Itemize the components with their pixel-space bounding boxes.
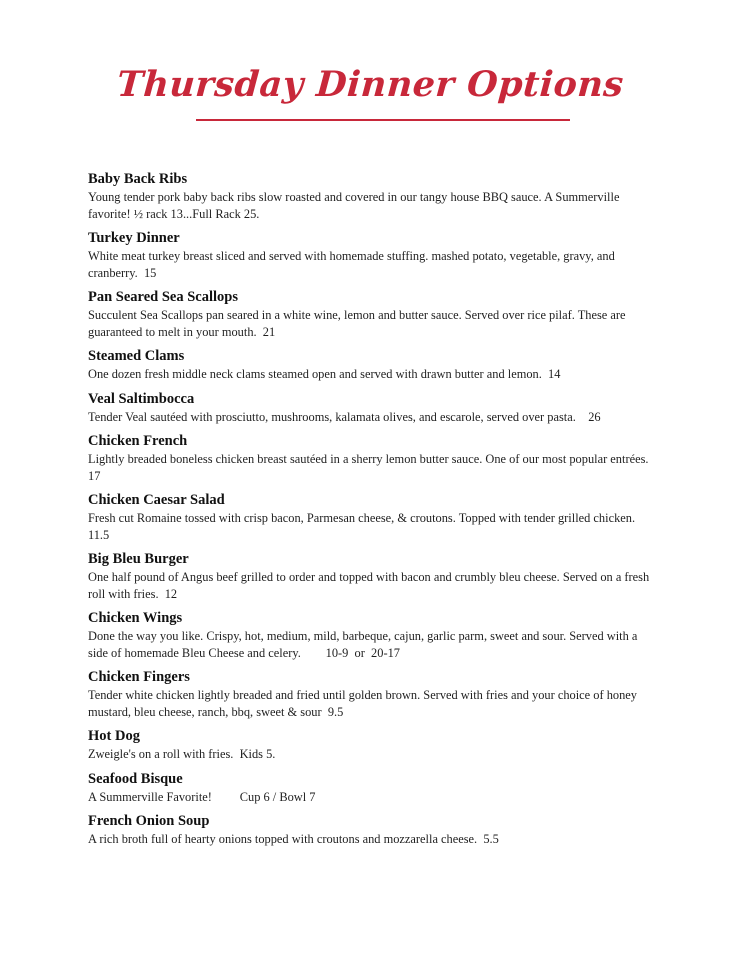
item-name: Big Bleu Burger [88, 551, 189, 567]
item-description: One dozen fresh middle neck clams steamed open and served with drawn butter and lemon. 14 [88, 367, 561, 381]
item-name: Hot Dog [88, 728, 140, 744]
item-name: Chicken Caesar Salad [88, 492, 225, 508]
item-description: Tender white chicken lightly breaded and fried until golden brown. Served with fries and your choice of honey mustard, bleu cheese, ranch, bbq, sweet & sour 9.5 [88, 688, 641, 719]
item-name: Chicken Wings [88, 610, 183, 626]
menu-item-chicken-french [88, 432, 654, 484]
item-name: Chicken French [88, 433, 188, 449]
menu-item-chicken-fingers [88, 668, 654, 720]
menu-item-baby-back-ribs [88, 170, 654, 222]
item-description: Young tender pork baby back ribs slow roasted and covered in our tangy house BBQ sauce. A Summerville favorite! ½ rack 13...Full Rack 25. [88, 190, 623, 221]
item-name: Baby Back Ribs [88, 171, 188, 187]
menu-item-seafood-bisque [88, 770, 654, 806]
menu-item-chicken-caesar-salad [88, 491, 654, 543]
item-description: Zweigle's on a roll with fries. Kids 5. [88, 747, 276, 761]
title-underline [196, 119, 570, 121]
item-description: A Summerville Favorite! Cup 6 / Bowl 7 [88, 789, 316, 804]
title-area [0, 62, 741, 108]
item-description: White meat turkey breast sliced and served with homemade stuffing. mashed potato, vegetable, gravy, and cranberry. 15 [88, 249, 618, 280]
item-name: Turkey Dinner [88, 230, 180, 246]
item-name: Chicken Fingers [88, 669, 190, 685]
menu-item-pan-seared-sea-scallops [88, 288, 654, 340]
menu-item-chicken-wings [88, 609, 654, 661]
item-name: French Onion Soup [88, 813, 210, 829]
item-description: A rich broth full of hearty onions topped with croutons and mozzarella cheese. 5.5 [88, 832, 499, 846]
menu-item-veal-saltimbocca [88, 390, 654, 426]
menu-item-steamed-clams [88, 347, 654, 383]
item-description: Lightly breaded boneless chicken breast sautéed in a sherry lemon butter sauce. One of our most popular entrées. 17 [88, 452, 655, 483]
item-description: Tender Veal sautéed with prosciutto, mushrooms, kalamata olives, and escarole, served over pasta. 26 [88, 409, 601, 424]
item-name: Pan Seared Sea Scallops [88, 289, 238, 305]
item-description: Fresh cut Romaine tossed with crisp bacon, Parmesan cheese, & croutons. Topped with tender grilled chicken. 11.5 [88, 511, 642, 542]
menu-item-french-onion-soup [88, 812, 654, 848]
menu-list [88, 170, 654, 855]
item-name: Seafood Bisque [88, 770, 183, 787]
menu-item-big-bleu-burger [88, 550, 654, 602]
item-description: Succulent Sea Scallops pan seared in a white wine, lemon and butter sauce. Served over rice pilaf. These are guaranteed to melt in your mouth. 21 [88, 308, 629, 339]
item-description: One half pound of Angus beef grilled to order and topped with bacon and crumbly bleu cheese. Served on a fresh roll with fries. 12 [88, 570, 653, 601]
menu-item-turkey-dinner [88, 229, 654, 281]
item-description: Done the way you like. Crispy, hot, medium, mild, barbeque, cajun, garlic parm, sweet and sour. Served with a side of homemade Bleu Cheese and celery. 10-9 or 20-17 [88, 629, 641, 660]
page-title: Thursday Dinner Options [115, 64, 626, 105]
menu-item-hot-dog [88, 727, 654, 763]
item-name: Veal Saltimbocca [88, 390, 195, 407]
item-name: Steamed Clams [88, 348, 185, 364]
